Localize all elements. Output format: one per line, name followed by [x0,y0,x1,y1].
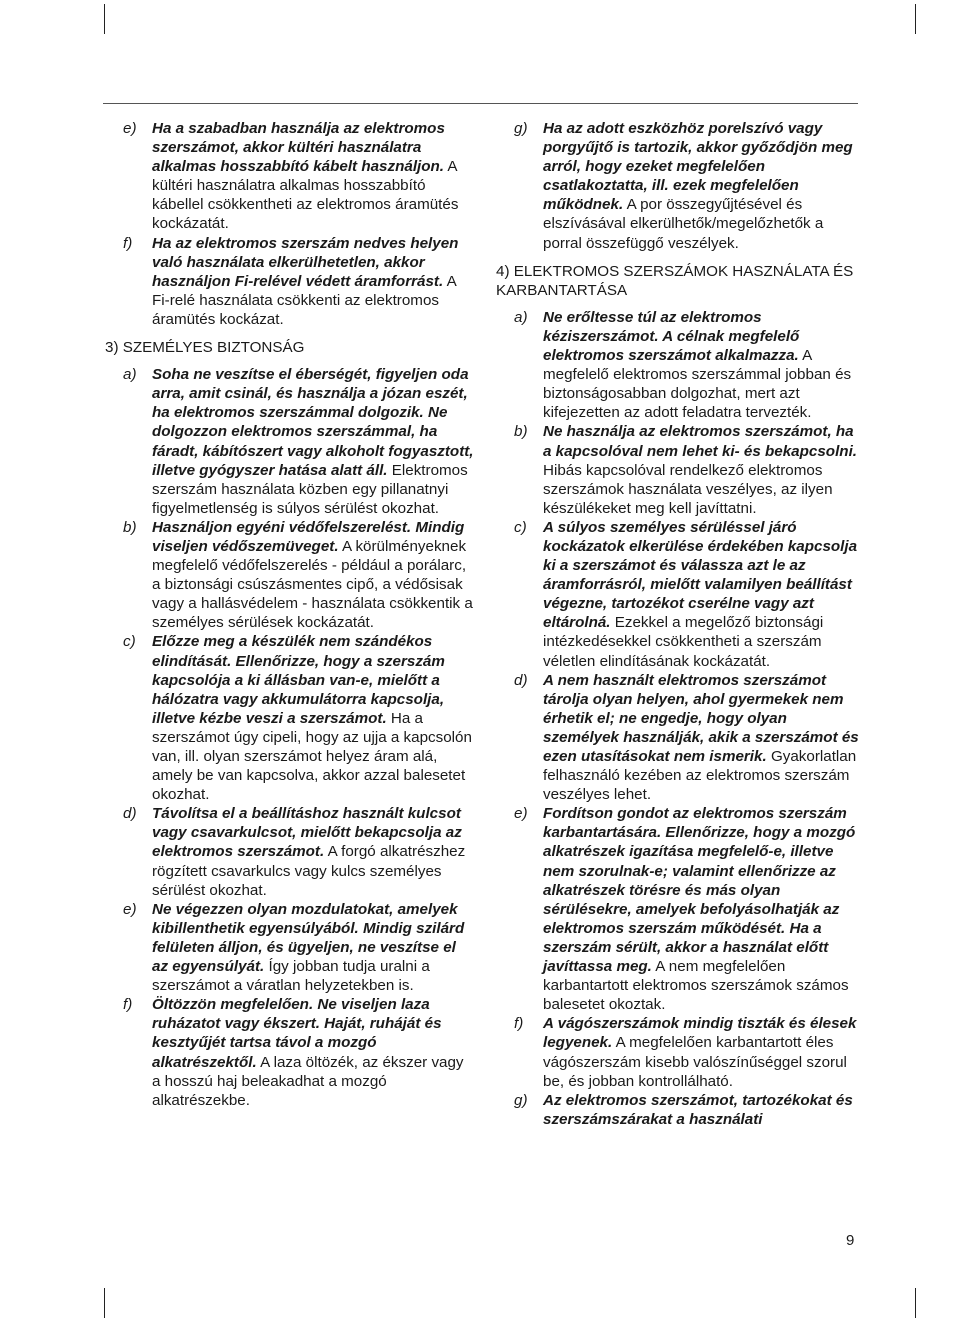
list-item [496,1091,862,1129]
list-item [496,671,862,805]
item-letter: f) [123,234,133,252]
list-item [496,422,862,517]
item-text: A Fi-relé használata csökkenti az elektromos áramütés kockázat. [152,272,456,328]
item-bold-text: Soha ne veszítse el éberségét, figyeljen oda arra, amit csinál, és használja a józan eszét, ha elektromos szerszámmal dolgozik. Ne dolgozzon elektromos szerszámmal, ha fáradt, kábítószert vagy alkoholt fogyasztott, illetve gyógyszer hatása alatt áll. [152,366,474,479]
item-bold-text: Az elektromos szerszámot, tartozékokat és szerszámszárakat a használati [543,1091,853,1128]
crop-mark [104,4,105,34]
item-text: A forgó alkatrészhez rögzített csavarkulcs vagy kulcs személyes sérülést okozhat. [152,843,466,899]
item-letter: e) [123,120,137,137]
item-bold-text: Ha az elektromos szerszám nedves helyen való használata elkerülhetetlen, akkor használjon Fi-relével védett áramforrást. [152,234,459,290]
item-letter: b) [514,423,528,441]
list-item [105,995,475,1110]
crop-mark [104,1288,105,1318]
item-bold-text: Fordítson gondot az elektromos szerszám karbantartására. Ellenőrizze, hogy a mozgó alkatrészek igazítása megfelelő-e, illetve nem szorulnak-e; valamint ellenőrizze az alkatrészek törésre és más olyan sérülésekre, amelyek befolyásolhatják az elektromos szerszám működését. Ha a szerszám sérült, akkor a használat előtt javíttassa meg. [543,805,856,976]
item-bold-text: Ha a szabadban használja az elektromos szerszámot, akkor kültéri használatra alkalmas hosszabbító kábelt használjon. [152,120,445,176]
item-letter: e) [123,900,137,918]
list-item [105,518,475,633]
crop-mark [915,4,916,34]
list-item [496,518,862,671]
item-text: Ha a szerszámot úgy cipeli, hogy az ujja a kapcsolón van, ill. olyan szerszámot helyez áram alá, amely be van kapcsolva, akkor azzal balesetet okozhat. [152,709,472,804]
item-letter: c) [514,518,527,536]
item-text: A por összegyűjtésével és elszívásával elkerülhetők/megelőzhetők a porral összefüggő veszélyek. [543,196,824,252]
item-letter: f) [123,996,133,1014]
item-bold-text: Ha az adott eszközhöz porelszívó vagy porgyűjtő is tartozik, akkor győződjön meg arról, hogy ezeket megfelelően csatlakoztatta, ill. ezek megfelelően működnek. [543,120,853,214]
item-bold-text: Ne erőltesse túl az elektromos kéziszerszámot. A célnak megfelelő elektromos szerszámot alkalmazza. [543,308,800,365]
item-letter: e) [514,805,528,823]
section-heading: 3) SZEMÉLYES BIZTONSÁG [105,339,305,357]
item-text: Így jobban tudja uralni a szerszámot a váratlan helyzetekben is. [152,958,430,995]
left-column [105,119,475,1110]
header-rule [103,103,858,104]
item-text: A megfelelő elektromos szerszámmal jobban és biztonságosabban dolgozhat, mert azt kifejezetten az adott feladatra tervezték. [543,347,852,422]
list-item [105,119,475,234]
item-letter: d) [514,671,528,689]
item-bold-text: Ne használja az elektromos szerszámot, ha a kapcsolóval nem lehet ki- és bekapcsolni. [543,423,858,460]
item-text: A megfelelően karbantartott éles vágószerszám kisebb valószínűséggel szorul be, és jobban kontrollálható. [543,1034,847,1090]
item-text: A laza öltözék, az ékszer vagy a hosszú haj beleakadhat a mozgó alkatrészekbe. [152,1053,464,1109]
item-letter: d) [123,805,137,823]
item-text: Gyakorlatlan felhasználó kezében az elektromos szerszám veszélyes lehet. [543,748,857,804]
list-item [496,1014,862,1090]
item-letter: c) [123,633,136,651]
list-item [105,365,475,518]
item-text: Hibás kapcsolóval rendelkező elektromos szerszámok használata veszélyes, az ilyen készülékeket meg kell javíttatni. [543,461,833,517]
item-text: A nem megfelelően karbantartott elektromos szerszámok számos balesetet okoztak. [543,958,849,1014]
item-letter: g) [514,120,528,137]
item-letter: a) [514,308,528,326]
list-item [496,119,862,253]
item-bold-text: A nem használt elektromos szerszámot tárolja olyan helyen, ahol gyermekek nem érhetik el; ne engedje, hogy olyan személyek használják, akik a szerszámot és ezen utasításokat nem ismerik. [543,671,859,765]
list-item [105,632,475,804]
page-number: 9 [846,1232,855,1249]
list-item [496,308,862,423]
item-bold-text: Öltözzön megfelelően. Ne viseljen laza ruházatot vagy ékszert. Haját, ruháját és kesztyűjét tartsa távol a mozgó alkatrészektől. [152,996,442,1071]
item-bold-text: Ne végezzen olyan mozdulatokat, amelyek kibillenthetik egyensúlyából. Mindig szilárd felületen álljon, és ügyeljen, ne veszítse el az egyensúlyát. [152,900,465,976]
right-column [496,119,862,1129]
item-text: A körülményeknek megfelelő védőfelszerelés - például a porálarc, a biztonsági csúszásmentes cipő, a védősisak vagy a hallásvédelem - használata csökkentik a személyes sérülések kockázatát. [152,537,473,632]
list-item [105,804,475,899]
list-item [105,900,475,995]
item-letter: g) [514,1091,528,1109]
item-bold-text: A vágószerszámok mindig tiszták és élesek legyenek. [543,1015,857,1052]
item-text: A kültéri használatra alkalmas hosszabbító kábellel csökkentheti az elektromos áramütés kockázatát. [152,158,459,233]
item-text: Ezekkel a megelőző biztonsági intézkedésekkel csökkentheti a szerszám véletlen elindításának kockázatát. [543,614,824,670]
item-text: Elektromos szerszám használata közben egy pillanatnyi figyelmetlenség is súlyos sérülést okozhat. [152,461,468,517]
section-heading: 4) ELEKTROMOS SZERSZÁMOK HASZNÁLATA ÉS KARBANTARTÁSA [496,262,854,299]
item-bold-text: Használjon egyéni védőfelszerelést. Mindig viseljen védőszemüveget. [152,518,465,555]
list-item [496,804,862,1014]
item-letter: b) [123,518,137,536]
item-letter: f) [514,1015,524,1033]
crop-mark [915,1288,916,1318]
item-bold-text: Távolítsa el a beállításhoz használt kulcsot vagy csavarkulcsot, mielőtt bekapcsolja az elektromos szerszámot. [152,805,462,861]
item-letter: a) [123,366,137,384]
item-bold-text: A súlyos személyes sérüléssel járó kockázatok elkerülése érdekében kapcsolja ki a szerszámot és válassza azt le az áramforrásról, mielőtt valamilyen beállítást végezne, tartozékot cserélne vagy azt eltárolná. [543,518,858,632]
item-bold-text: Előzze meg a készülék nem szándékos elindítását. Ellenőrizze, hogy a szerszám kapcsolója a ki állásban van-e, mielőtt a hálózatra vagy akkumulátorra kapcsolja, illetve kézbe veszi a szerszámot. [152,633,445,727]
list-item [105,234,475,329]
